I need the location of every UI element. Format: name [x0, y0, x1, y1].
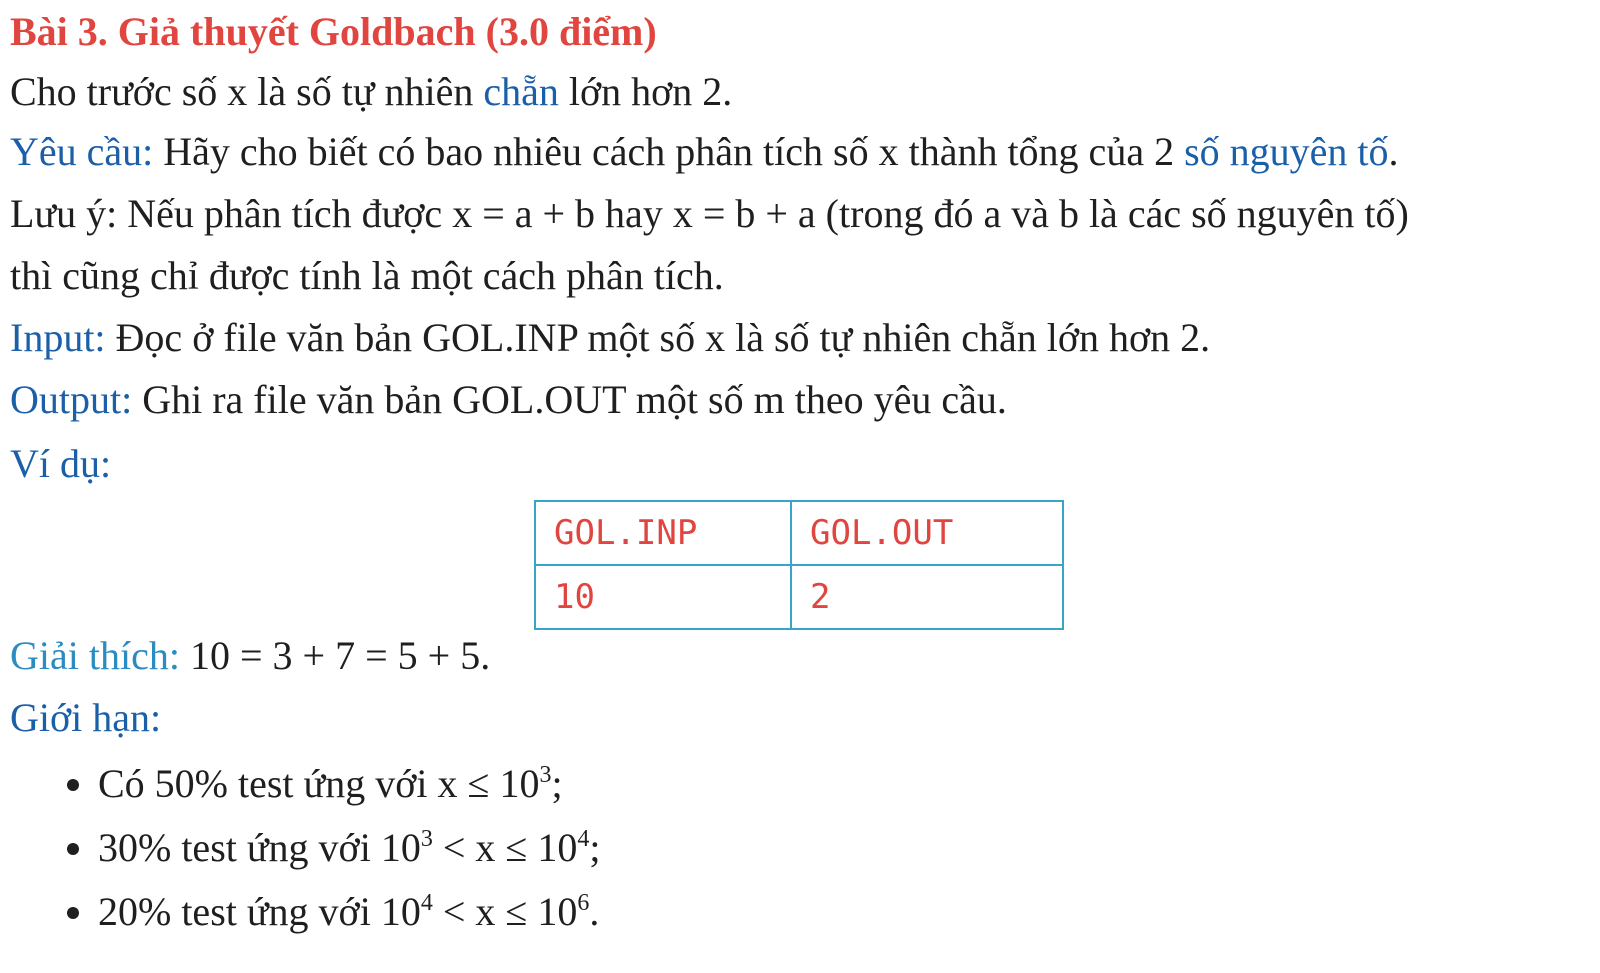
limit-exponent: 4 [577, 826, 590, 852]
problem-title: Bài 3. Giả thuyết Goldbach (3.0 điểm) [10, 9, 657, 54]
requirement-end: . [1388, 129, 1399, 174]
example-label: Ví dụ: [10, 441, 112, 486]
output-label: Output: [10, 377, 133, 422]
output-text: Ghi ra file văn bản GOL.OUT một số m theo yêu cầu. [132, 377, 1007, 422]
intro-after: lớn hơn 2. [558, 69, 733, 114]
limit-text: 20% test ứng với 10 [98, 889, 421, 934]
table-row [535, 565, 1063, 629]
list-item [98, 888, 600, 936]
input-line [10, 314, 1210, 362]
limit-text: Có 50% test ứng với x ≤ 10 [98, 761, 540, 806]
list-item [98, 760, 600, 808]
limit-exponent: 3 [420, 826, 433, 852]
example-table [534, 500, 1064, 630]
table-header-output: GOL.OUT [791, 501, 1063, 565]
explanation-text: 10 = 3 + 7 = 5 + 5. [179, 633, 491, 678]
limit-exponent: 4 [420, 890, 433, 916]
note-line-2: thì cũng chỉ được tính là một cách phân tích. [10, 253, 724, 298]
limit-mid: < x ≤ 10 [432, 889, 578, 934]
input-text: Đọc ở file văn bản GOL.INP một số x là số tự nhiên chẵn lớn hơn 2. [105, 315, 1211, 360]
output-line [10, 376, 1007, 424]
note-line-1: Lưu ý: Nếu phân tích được x = a + b hay x = b + a (trong đó a và b là các số nguyên tố) [10, 191, 1409, 236]
input-label: Input: [10, 315, 106, 360]
limit-tail: ; [589, 825, 601, 870]
intro-highlight-even: chẵn [483, 69, 559, 114]
requirement-text: Hãy cho biết có bao nhiêu cách phân tích số x thành tổng của 2 [153, 129, 1185, 174]
limit-exponent: 3 [539, 762, 552, 788]
limit-text: 30% test ứng với 10 [98, 825, 421, 870]
table-header-input: GOL.INP [535, 501, 791, 565]
table-cell-input: 10 [535, 565, 791, 629]
requirement-line [10, 128, 1399, 176]
intro-before: Cho trước số x là số tự nhiên [10, 69, 484, 114]
limit-tail: . [589, 889, 600, 934]
explanation-label: Giải thích: [10, 633, 180, 678]
table-cell-output: 2 [791, 565, 1063, 629]
limit-exponent: 6 [577, 890, 590, 916]
limit-tail: ; [551, 761, 563, 806]
explanation-line [10, 632, 490, 680]
limits-list [50, 760, 600, 952]
limits-label: Giới hạn: [10, 695, 162, 740]
list-item [98, 824, 600, 872]
requirement-label: Yêu cầu: [10, 129, 154, 174]
requirement-highlight-prime: số nguyên tố [1184, 129, 1389, 174]
intro-line [10, 68, 732, 116]
limit-mid: < x ≤ 10 [432, 825, 578, 870]
table-header-row [535, 501, 1063, 565]
